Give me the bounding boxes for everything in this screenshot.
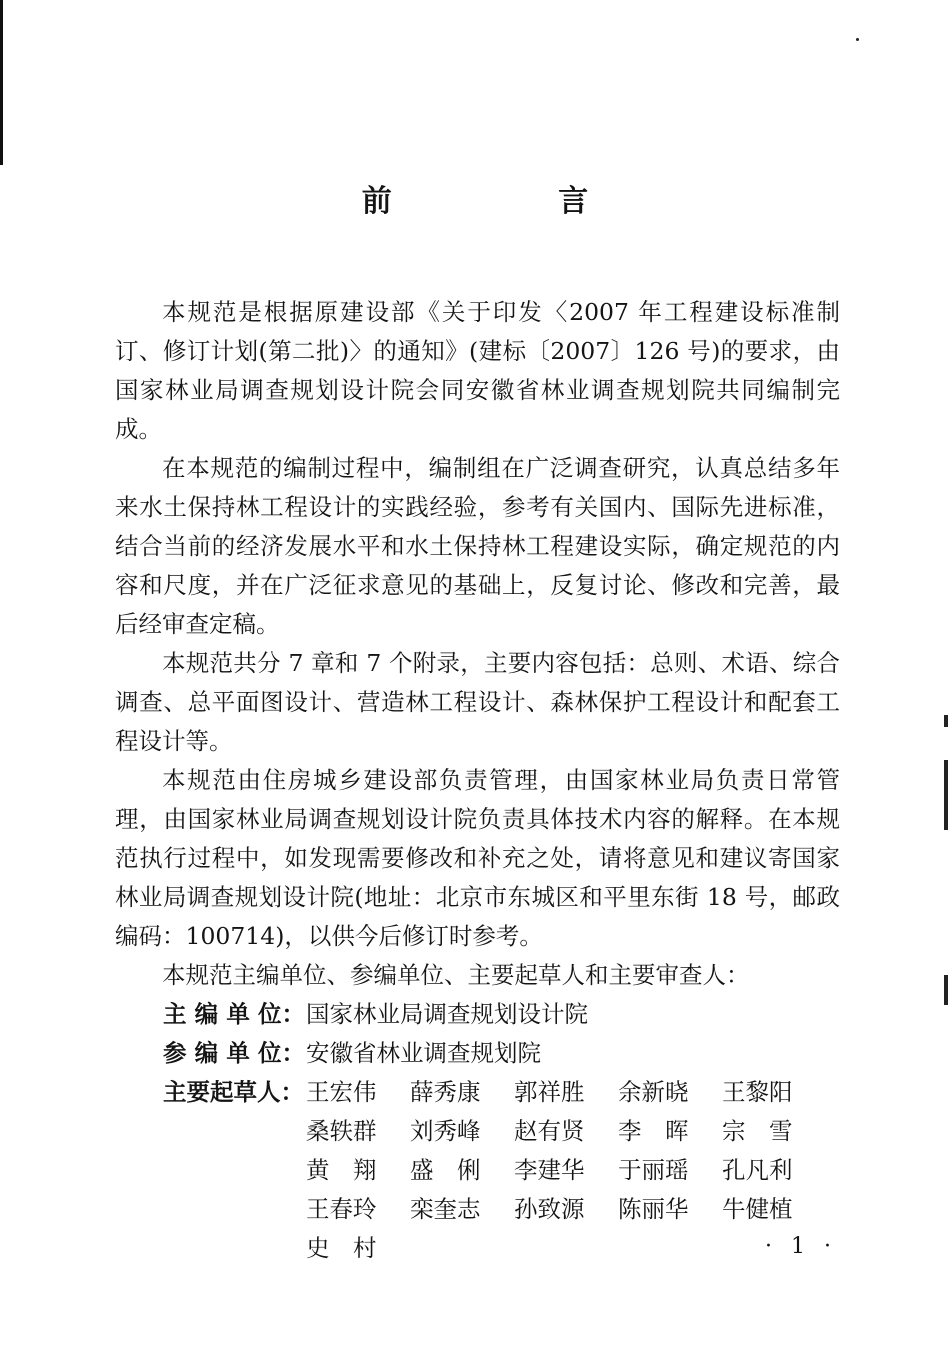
drafter-name: 薛秀康 — [410, 1078, 481, 1106]
drafter-name: 黄 翔 — [306, 1156, 377, 1184]
page-title: 前 言 — [361, 184, 667, 219]
drafter-name: 于丽瑶 — [618, 1156, 689, 1184]
scan-edge-left — [0, 0, 3, 165]
drafter-name: 郭祥胜 — [514, 1078, 585, 1106]
paragraph-process: 在本规范的编制过程中，编制组在广泛调查研究，认真总结多年来水土保持林工程设计的实践经验，参考有关国内、国际先进标准，结合当前的经济发展水平和水土保持林工程建设实际，确定规范的内容和尺度，并在广泛征求意见的基础上，反复讨论、修改和完善，最后经审查定稿。 — [115, 454, 840, 638]
drafter-name: 陈丽华 — [618, 1195, 689, 1223]
paragraph-management: 本规范由住房城乡建设部负责管理，由国家林业局负责日常管理，由国家林业局调查规划设计院负责具体技术内容的解释。在本规范执行过程中，如发现需要修改和补充之处，请将意见和建议寄国家林业局调查规划设计院(地址：北京市东城区和平里东街 18 号，邮政编码：100714)，以供今后修订时参考。 — [115, 766, 840, 950]
drafters-row — [115, 1073, 840, 1268]
preface-body — [115, 293, 840, 1268]
paragraph-credits-intro: 本规范主编单位、参编单位、主要起草人和主要审查人： — [162, 961, 750, 989]
drafter-name: 李 晖 — [618, 1117, 689, 1145]
participant-unit-row — [115, 1034, 840, 1073]
drafters-list — [306, 1073, 826, 1268]
drafter-name: 孙致源 — [514, 1195, 585, 1223]
paragraph-origin: 本规范是根据原建设部《关于印发〈2007 年工程建设标准制订、修订计划(第二批)〉的通知》(建标〔2007〕126 号)的要求，由国家林业局调查规划设计院会同安徽省林业调查规划院共同编制完成。 — [115, 298, 840, 443]
participant-unit-label: 参 编 单 位： — [163, 1039, 306, 1067]
drafter-name: 刘秀峰 — [410, 1117, 481, 1145]
chief-unit-label: 主 编 单 位： — [163, 1000, 306, 1028]
drafter-name: 宗 雪 — [722, 1117, 793, 1145]
page-number: · 1 · — [765, 1234, 837, 1259]
drafters-label: 主要起草人： — [163, 1078, 304, 1106]
drafter-name: 栾奎志 — [410, 1195, 481, 1223]
drafter-name: 孔凡利 — [722, 1156, 793, 1184]
drafter-name: 桑轶群 — [306, 1117, 377, 1145]
drafter-name: 盛 俐 — [410, 1156, 481, 1184]
drafter-name: 王宏伟 — [306, 1078, 377, 1106]
scan-speck — [856, 38, 859, 41]
drafter-name: 余新晓 — [618, 1078, 689, 1106]
participant-unit-value: 安徽省林业调查规划院 — [306, 1039, 541, 1067]
scan-edge-mark — [944, 715, 948, 727]
scan-edge-mark — [944, 975, 948, 1005]
chief-unit-value: 国家林业局调查规划设计院 — [306, 1000, 588, 1028]
scan-edge-mark — [944, 760, 948, 830]
drafter-name: 王黎阳 — [722, 1078, 793, 1106]
chief-unit-row — [115, 995, 840, 1034]
drafter-name: 牛健植 — [722, 1195, 793, 1223]
paragraph-contents: 本规范共分 7 章和 7 个附录，主要内容包括：总则、术语、综合调查、总平面图设计、营造林工程设计、森林保护工程设计和配套工程设计等。 — [115, 649, 840, 755]
drafter-name: 王春玲 — [306, 1195, 377, 1223]
drafter-name: 李建华 — [514, 1156, 585, 1184]
drafter-name: 史 村 — [306, 1234, 377, 1262]
drafter-name: 赵有贤 — [514, 1117, 585, 1145]
